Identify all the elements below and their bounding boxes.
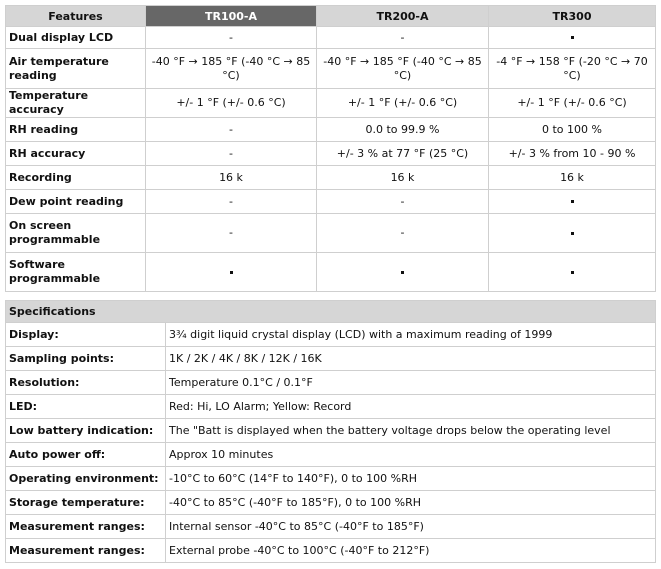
- spec-label: Operating environment:: [6, 467, 166, 491]
- bullet-icon: [571, 232, 574, 235]
- feature-row: [6, 49, 656, 89]
- feature-value: -: [317, 214, 489, 253]
- spec-label: Storage temperature:: [6, 491, 166, 515]
- spec-row: [6, 443, 656, 467]
- feature-value: -: [317, 190, 489, 214]
- feature-label: Software programmable: [6, 253, 146, 292]
- feature-value: 16 k: [146, 166, 317, 190]
- features-header-row: [6, 6, 656, 27]
- feature-value: 0.0 to 99.9 %: [317, 118, 489, 142]
- feature-value: +/- 1 °F (+/- 0.6 °C): [489, 89, 656, 118]
- spec-value: -40°C to 85°C (-40°F to 185°F), 0 to 100 %RH: [166, 491, 656, 515]
- spec-label: Sampling points:: [6, 347, 166, 371]
- feature-value: -4 °F → 158 °F (-20 °C → 70 °C): [489, 49, 656, 89]
- spec-label: Display:: [6, 323, 166, 347]
- spec-label: Auto power off:: [6, 443, 166, 467]
- specifications-header-row: [6, 301, 656, 323]
- feature-value: 0 to 100 %: [489, 118, 656, 142]
- model-header-tr300: TR300: [489, 6, 656, 27]
- spec-row: [6, 491, 656, 515]
- feature-row: [6, 118, 656, 142]
- spec-label: Resolution:: [6, 371, 166, 395]
- feature-row: [6, 214, 656, 253]
- spec-label: Low battery indication:: [6, 419, 166, 443]
- specifications-table: [5, 300, 656, 563]
- feature-supported-mark: [317, 253, 489, 292]
- spec-row: [6, 323, 656, 347]
- feature-supported-mark: [489, 214, 656, 253]
- spec-value: -10°C to 60°C (14°F to 140°F), 0 to 100 %RH: [166, 467, 656, 491]
- feature-value: -40 °F → 185 °F (-40 °C → 85 °C): [146, 49, 317, 89]
- feature-label: Air temperature reading: [6, 49, 146, 89]
- feature-row: [6, 253, 656, 292]
- spec-value: External probe -40°C to 100°C (-40°F to 212°F): [166, 539, 656, 563]
- feature-label: On screen programmable: [6, 214, 146, 253]
- feature-label: Temperature accuracy: [6, 89, 146, 118]
- bullet-icon: [571, 271, 574, 274]
- spec-row: [6, 347, 656, 371]
- feature-value: 16 k: [317, 166, 489, 190]
- spec-row: [6, 419, 656, 443]
- spec-row: [6, 467, 656, 491]
- spec-value: Temperature 0.1°C / 0.1°F: [166, 371, 656, 395]
- feature-label: Recording: [6, 166, 146, 190]
- feature-row: [6, 27, 656, 49]
- spec-row: [6, 371, 656, 395]
- feature-value: -: [146, 190, 317, 214]
- spec-value: 3¾ digit liquid crystal display (LCD) with a maximum reading of 1999: [166, 323, 656, 347]
- feature-supported-mark: [489, 27, 656, 49]
- feature-supported-mark: [146, 253, 317, 292]
- specifications-title: Specifications: [6, 301, 656, 323]
- feature-label: Dew point reading: [6, 190, 146, 214]
- feature-value: +/- 3 % from 10 - 90 %: [489, 142, 656, 166]
- spec-label: Measurement ranges:: [6, 515, 166, 539]
- bullet-icon: [401, 271, 404, 274]
- bullet-icon: [571, 200, 574, 203]
- feature-value: -: [146, 214, 317, 253]
- feature-label: RH accuracy: [6, 142, 146, 166]
- feature-supported-mark: [489, 253, 656, 292]
- spec-value: The "Batt is displayed when the battery voltage drops below the operating level: [166, 419, 656, 443]
- feature-value: -: [146, 27, 317, 49]
- spec-label: Measurement ranges:: [6, 539, 166, 563]
- feature-supported-mark: [489, 190, 656, 214]
- feature-value: +/- 1 °F (+/- 0.6 °C): [317, 89, 489, 118]
- feature-row: [6, 166, 656, 190]
- model-header-tr100a: TR100-A: [146, 6, 317, 27]
- bullet-icon: [571, 36, 574, 39]
- feature-value: -: [146, 118, 317, 142]
- feature-value: -40 °F → 185 °F (-40 °C → 85 °C): [317, 49, 489, 89]
- model-header-tr200a: TR200-A: [317, 6, 489, 27]
- feature-row: [6, 89, 656, 118]
- feature-value: -: [317, 27, 489, 49]
- spec-value: Internal sensor -40°C to 85°C (-40°F to 185°F): [166, 515, 656, 539]
- spec-row: [6, 539, 656, 563]
- feature-value: +/- 3 % at 77 °F (25 °C): [317, 142, 489, 166]
- spec-value: Approx 10 minutes: [166, 443, 656, 467]
- feature-value: -: [146, 142, 317, 166]
- feature-label: RH reading: [6, 118, 146, 142]
- spec-value: 1K / 2K / 4K / 8K / 12K / 16K: [166, 347, 656, 371]
- spec-label: LED:: [6, 395, 166, 419]
- features-column-header: Features: [6, 6, 146, 27]
- feature-row: [6, 142, 656, 166]
- spec-row: [6, 395, 656, 419]
- spec-row: [6, 515, 656, 539]
- bullet-icon: [230, 271, 233, 274]
- feature-value: +/- 1 °F (+/- 0.6 °C): [146, 89, 317, 118]
- features-comparison-table: [5, 5, 656, 292]
- feature-value: 16 k: [489, 166, 656, 190]
- spec-value: Red: Hi, LO Alarm; Yellow: Record: [166, 395, 656, 419]
- feature-label: Dual display LCD: [6, 27, 146, 49]
- feature-row: [6, 190, 656, 214]
